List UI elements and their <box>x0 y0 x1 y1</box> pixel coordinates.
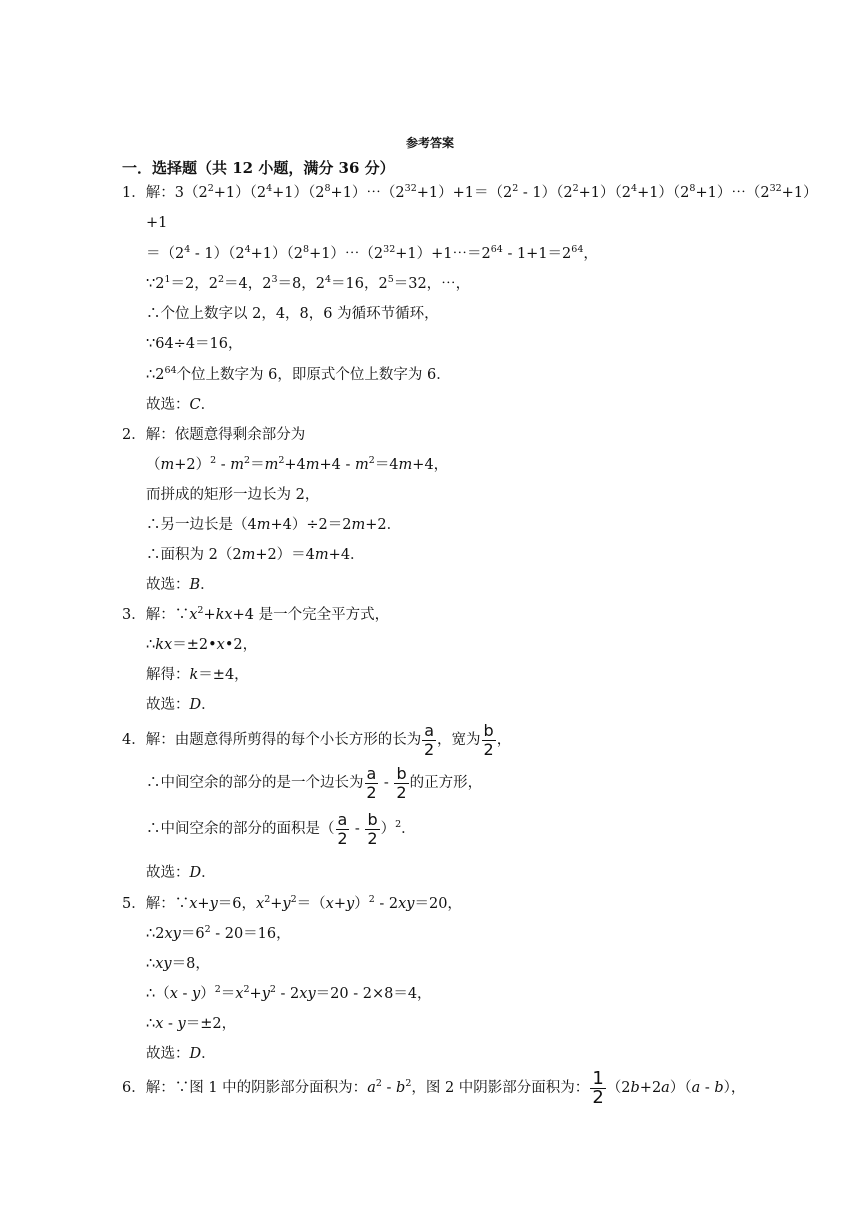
q4-line-2: ∴中间空余的部分的是一个边长为 $\frac{a}{2}$ - $\frac{b}{2}$ 的正方形， <box>146 763 483 802</box>
q5-line-5: ∴x - y＝±2， <box>146 1016 237 1032</box>
q3-line-3: 解得：k＝±4， <box>146 667 249 683</box>
q1-line-4: ∴个位上数字以 2，4，8，6 为循环节循环， <box>146 306 439 322</box>
q3-line-1: 3．解：$\because x^2+kx+4$ 是一个完全平方式， <box>122 605 390 623</box>
q5-line-4: ∴（x - $y)^2=x^2+y^2 - 2xy=20 - 2\times 8=4$， <box>146 984 432 1002</box>
fraction-b-over-2: $\frac{b}{2}$ <box>396 763 407 802</box>
q2-line-5: ∴面积为 2（2m+2）＝4m+4． <box>146 547 365 563</box>
q2-line-1: 2．解：依题意得剩余部分为 <box>122 427 306 443</box>
q1-line-1: 1．解：$3(2^2+1)(2^4+1)(2^8+1)\cdots(2^{32}+1)+1=(2^2$ - $1)(2^2+1)(2^4+1)(2^8+1)\cdots(2^{32}+1)$ <box>122 183 818 201</box>
fraction-a-over-2: $\frac{a}{2}$ <box>337 809 348 848</box>
q3-answer: 故选：D． <box>146 697 216 713</box>
q6-line-1: 6．解：∵图 1 中的阴影部分面积为：$a^2 - b^2$，图 2 中阴影部分面积为： $\frac{1}{2}$ （2b+2a）（a - b）， <box>122 1067 746 1108</box>
q2-line-4: ∴另一边长是（4m+4）÷2＝2m+2． <box>146 517 402 533</box>
q1-line-6: $\therefore 2^{64}$个位上数字为 6，即原式个位上数字为 6． <box>146 365 451 383</box>
q4-line-1: 4．解：由题意得所剪得的每个小长方形的长为 $\frac{a}{2}$ ，宽为 $\frac{b}{2}$ ， <box>122 720 512 759</box>
q4-answer: 故选：D． <box>146 865 216 881</box>
q5-line-2: $\therefore 2xy=6^2 - 20=16$， <box>146 924 291 942</box>
q1-line-3: $\because 2^1=2$，$2^2=4$，$2^3=8$，$2^4=16$，$2^5=32$，⋯， <box>146 274 471 292</box>
page-title: 参考答案 <box>405 136 454 150</box>
fraction-one-half: $\frac{1}{2}$ <box>592 1067 604 1108</box>
q2-answer: 故选：B． <box>146 577 215 593</box>
q4-line-3: ∴中间空余的部分的面积是（ $\frac{a}{2}$ - $\frac{b}{2}$ ）$^2$． <box>146 809 416 848</box>
fraction-b-over-2: $\frac{b}{2}$ <box>483 720 494 759</box>
q2-line-3: 而拼成的矩形一边长为 2， <box>146 487 320 503</box>
q5-answer: 故选：D． <box>146 1046 216 1062</box>
q1-line-1b: +1 <box>146 215 168 231</box>
section-heading: 一．选择题（共 12 小题，满分 36 分） <box>122 159 395 177</box>
fraction-a-over-2: $\frac{a}{2}$ <box>366 763 377 802</box>
q3-line-2: ∴kx＝±2•x•2， <box>146 637 258 653</box>
q5-line-1: 5．解：∵x+y＝6，$x^2+y^2=(x+y)^2 - 2xy=20$， <box>122 894 462 912</box>
q1-line-2: $=(2^4$ - $1)(2^4+1)(2^8+1)\cdots(2^{32}+1)+1\cdots=2^{64} - 1+1=2^{64}$， <box>146 244 598 262</box>
fraction-b-over-2: $\frac{b}{2}$ <box>367 809 378 848</box>
q1-line-5: ∵64÷4＝16， <box>146 336 243 352</box>
q5-line-3: ∴xy＝8， <box>146 956 210 972</box>
q1-answer: 故选：C． <box>146 397 216 413</box>
q2-line-2: $(m+2)^2 - m^2=m^2+4m+4 - m^2=4m+4$， <box>146 455 449 473</box>
fraction-a-over-2: $\frac{a}{2}$ <box>424 720 435 759</box>
